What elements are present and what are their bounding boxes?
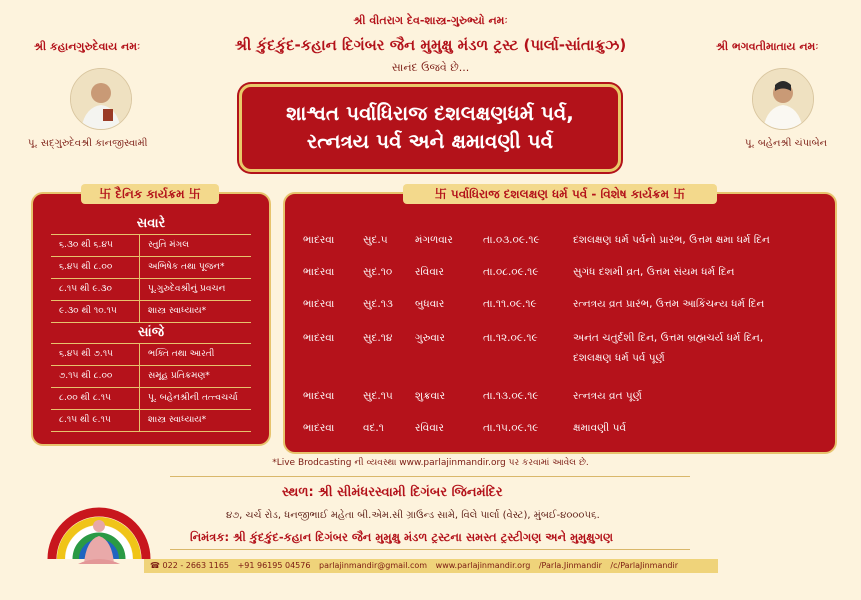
- event-cell: સુગંધ દશમી વ્રત, ઉત્તમ સંયમ ધર્મ દિન: [573, 266, 735, 278]
- event-cell: દશલક્ષણ ધર્મ પર્વનો પ્રારંભ, ઉત્તમ ક્ષમા ધર્મ દિન: [573, 234, 770, 246]
- schedule-time: ૬.૪૫ થી ૭.૧૫: [51, 344, 140, 365]
- month-cell: ભાદરવા: [303, 390, 335, 402]
- meditating-figure-icon: [44, 464, 154, 574]
- schedule-row: [51, 279, 251, 301]
- email-link[interactable]: parlajinmandir@gmail.com: [318, 561, 428, 570]
- contact-bar: [144, 559, 718, 573]
- schedule-event: અભિષેક તથા પૂજન*: [148, 262, 225, 272]
- month-cell: ભાદરવા: [303, 266, 335, 278]
- daily-program-panel: [31, 187, 271, 446]
- schedule-row: [51, 235, 251, 257]
- venue-address: ૪૭, ચર્ચ રોડ, ધનજીભાઈ મહેતા બી.એમ.સી ગ્રાઉન્ડ સામે, વિલે પાર્લા (વેસ્ટ), મુંબઈ-૪૦૦૦૫૬.: [226, 510, 600, 521]
- tithi-cell: સુદ.૧૩: [363, 298, 393, 310]
- schedule-row: [51, 366, 251, 388]
- phone-text: ☎ 022 - 2663 1165: [150, 561, 230, 570]
- date-cell: તા.૧૨.૦૯.૧૯: [483, 332, 538, 344]
- schedule-time: ૮.૧૫ થી ૯.૧૫: [51, 410, 140, 431]
- schedule-time: ૬.૪૫ થી ૮.૦૦: [51, 257, 140, 278]
- event-cell: ક્ષમાવણી પર્વ: [573, 422, 627, 434]
- schedule-time: ૯.૩૦ થી ૧૦.૧૫: [51, 301, 140, 322]
- schedule-row: [51, 301, 251, 323]
- trust-name: શ્રી કુંદકુંદ-કહાન દિગંબર જૈન મુમુક્ષુ મંડળ ટ્રસ્ટ (પાર્લા-સાંતાક્રુઝ): [234, 36, 627, 54]
- weekday-cell: શુક્રવાર: [415, 390, 446, 402]
- schedule-row: [51, 410, 251, 432]
- weekday-cell: ગુરુવાર: [415, 332, 445, 344]
- left-portrait: [70, 68, 132, 130]
- morning-heading: સવારે: [51, 214, 251, 235]
- banner-line-1: શાશ્વત પર્વાધિરાજ દશલક્ષણધર્મ પર્વ,: [286, 101, 574, 125]
- jain-emblem: [44, 464, 154, 574]
- date-cell: તા.૧૫.૦૯.૧૯: [483, 422, 539, 434]
- date-cell: તા.૦૮.૦૯.૧૯: [483, 266, 539, 278]
- month-cell: ભાદરવા: [303, 422, 335, 434]
- separator-bottom: [170, 549, 690, 550]
- special-program-panel: [283, 187, 837, 454]
- weekday-cell: બુધવાર: [415, 298, 445, 310]
- right-salutation: શ્રી ભગવતીમાતાય નમઃ: [716, 40, 819, 53]
- schedule-event: શાસ્ત્ર સ્વાધ્યાય*: [148, 415, 207, 425]
- tithi-cell: વદ.૧: [363, 422, 384, 434]
- month-cell: ભાદરવા: [303, 332, 335, 344]
- tithi-cell: સુદ.૧૪: [363, 332, 393, 344]
- right-portrait: [752, 68, 814, 130]
- weekday-cell: મંગળવાર: [415, 234, 453, 246]
- banner-line-2: રત્નત્રય પર્વ અને ક્ષમાવણી પર્વ: [306, 129, 554, 153]
- event-cell: રત્નત્રય વ્રત પ્રારંભ, ઉત્તમ આકિંચન્ય ધર્મ દિન: [573, 298, 765, 310]
- mobile-text: +91 96195 04576: [237, 561, 311, 570]
- youtube-link[interactable]: /c/ParlaJinmandir: [610, 561, 678, 570]
- weekday-cell: રવિવાર: [415, 266, 444, 278]
- separator-top: [170, 476, 690, 477]
- schedule-time: ૮.૧૫ થી ૯.૩૦: [51, 279, 140, 300]
- schedule-event: સ્તુતિ મંગલ: [148, 240, 190, 250]
- broadcast-note: *Live Brodcasting ની વ્યવસ્થા www.parlajinmandir.org પર કરવામાં આવેલ છે.: [272, 458, 589, 468]
- person-portrait-icon: [71, 69, 131, 129]
- venue-place: સ્થળ: શ્રી સીમંધરસ્વામી દિગંબર જિનમંદિર: [282, 485, 503, 500]
- schedule-event: શાસ્ત્ર સ્વાધ્યાય*: [148, 306, 207, 316]
- schedule-event: ભક્તિ તથા આરતી: [148, 349, 215, 359]
- right-caption: પૂ. બહેનશ્રી ચંપાબેન: [745, 138, 828, 149]
- date-cell: તા.૧૩.૦૯.૧૯: [483, 390, 539, 402]
- left-salutation: શ્રી કહાનગુરુદેવાય નમઃ: [34, 40, 141, 53]
- month-cell: ભાદરવા: [303, 234, 335, 246]
- left-caption: પૂ. સદ્‌ગુરુદેવશ્રી કાનજીસ્વામી: [28, 138, 148, 149]
- schedule-row: [51, 388, 251, 410]
- schedule-row: [51, 257, 251, 279]
- schedule-time: ૮.૦૦ થી ૮.૧૫: [51, 388, 140, 409]
- facebook-link[interactable]: /Parla.Jinmandir: [538, 561, 602, 570]
- schedule-time: ૬.૩૦ થી ૬.૪૫: [51, 235, 140, 256]
- celebrates-text: સાનંદ ઉજવે છે...: [391, 61, 470, 74]
- month-cell: ભાદરવા: [303, 298, 335, 310]
- event-cell-continued: દશલક્ષણ ધર્મ પર્વ પૂર્ણ: [573, 352, 665, 364]
- person-portrait-icon: [753, 69, 813, 129]
- schedule-time: ૭.૧૫ થી ૮.૦૦: [51, 366, 140, 387]
- event-cell: અનંત ચતુર્દશી દિન, ઉત્તમ બ્રહ્મચર્ય ધર્મ દિન,: [573, 332, 764, 344]
- special-program-title: 卐 પર્વાધિરાજ દશલક્ષણ ધર્મ પર્વ - વિશેષ કાર્યક્રમ 卐: [403, 184, 717, 204]
- schedule-event: સમૂહ પ્રતિક્રમણ*: [148, 371, 210, 381]
- tithi-cell: સુદ.૫: [363, 234, 388, 246]
- tithi-cell: સુદ.૧૦: [363, 266, 393, 278]
- daily-program-title: 卐 દૈનિક કાર્યક્રમ 卐: [81, 184, 219, 204]
- evening-heading: સાંજે: [51, 323, 251, 344]
- weekday-cell: રવિવાર: [415, 422, 444, 434]
- tithi-cell: સુદ.૧૫: [363, 390, 393, 402]
- festival-banner: [239, 84, 621, 172]
- date-cell: તા.૧૧.૦૯.૧૯: [483, 298, 537, 310]
- schedule-event: પૂ. બહેનશ્રીની તત્ત્વચર્ચા: [148, 393, 238, 403]
- website-link[interactable]: www.parlajinmandir.org: [435, 561, 531, 570]
- schedule-row: [51, 344, 251, 366]
- inviter-text: નિમંત્રક: શ્રી કુંદકુંદ-કહાન દિગંબર જૈન મુમુક્ષુ મંડળ ટ્રસ્ટના સમસ્ત ટ્રસ્ટીગણ અને મુમુક્ષુગણ: [190, 530, 614, 544]
- event-cell: રત્નત્રય વ્રત પૂર્ણ: [573, 390, 642, 402]
- invocation-text: શ્રી વીતરાગ દેવ-શાસ્ત્ર-ગુરુભ્યો નમઃ: [353, 14, 508, 27]
- date-cell: તા.૦૩.૦૯.૧૯: [483, 234, 540, 246]
- schedule-event: પૂ.ગુરુદેવશ્રીનું પ્રવચન: [148, 284, 226, 294]
